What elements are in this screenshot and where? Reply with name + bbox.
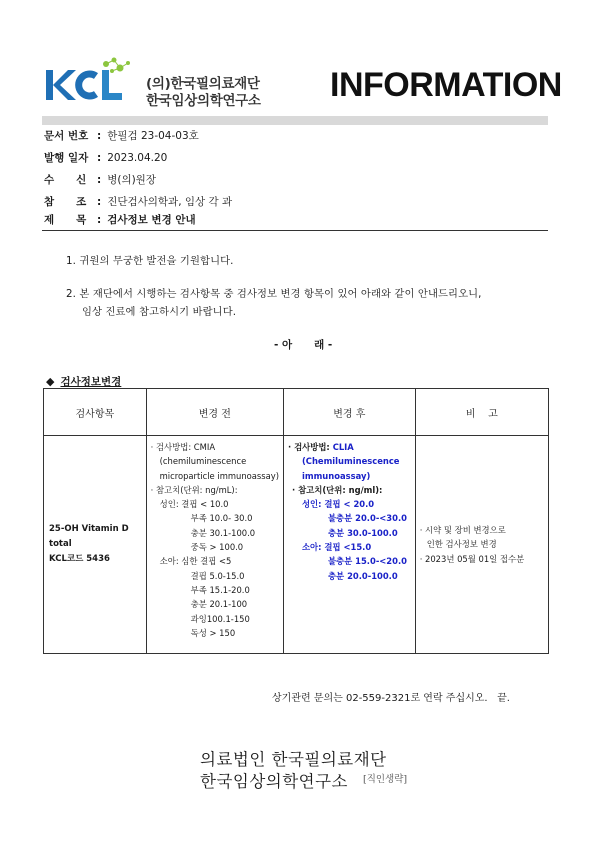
meta-label: 문서 번호 xyxy=(44,130,89,142)
before-line: · 참고치(단위: ng/mL): xyxy=(150,484,238,495)
after-line: immunoassay) xyxy=(301,470,371,481)
header-item: 검사항목 xyxy=(44,389,147,436)
header-after: 변경 후 xyxy=(283,389,415,436)
meta-value: 병(의)원장 xyxy=(107,174,156,186)
after-cell xyxy=(283,436,415,654)
after-line: 충분 20.0-100.0 xyxy=(327,570,398,581)
note-line: · 2023년 05월 01일 접수분 xyxy=(419,553,525,564)
before-line: 충분 30.1-100.0 xyxy=(190,527,256,538)
before-line: 부족 10.0- 30.0 xyxy=(190,513,253,524)
item-cell xyxy=(44,436,147,654)
header-note: 비 고 xyxy=(415,389,548,436)
change-table xyxy=(43,388,549,654)
contact-line: 상기관련 문의는 02-559-2321로 연락 주십시오. 끝. xyxy=(272,693,510,704)
meta-recipient: 수 신 : 병(의)원장 xyxy=(44,174,156,186)
section-title xyxy=(46,374,121,389)
meta-label: 제 목 xyxy=(44,214,87,226)
meta-value: 검사정보 변경 안내 xyxy=(107,214,196,226)
note-line: · 시약 및 장비 변경으로 xyxy=(419,524,506,535)
notice-heading: - 아 래 - xyxy=(274,339,333,351)
meta-value: 2023.04.20 xyxy=(107,152,168,164)
header-before: 변경 전 xyxy=(146,389,283,436)
before-line: 중독 > 100.0 xyxy=(190,542,244,553)
meta-value: 진단검사의학과, 임상 각 과 xyxy=(107,196,233,208)
after-method-value: CLIA xyxy=(332,442,354,452)
meta-reference: 참 조 : 진단검사의학과, 임상 각 과 xyxy=(44,196,233,208)
paragraph-2-line2: 임상 진료에 참고하시기 바랍니다. xyxy=(82,306,237,318)
org-name-line1: (의)한국필의료재단 xyxy=(146,76,260,92)
paragraph-1: 1. 귀원의 무궁한 발전을 기원합니다. xyxy=(66,255,234,267)
after-line: 불충분 15.0-<20.0 xyxy=(327,556,407,567)
after-method xyxy=(288,440,411,454)
signature-line2: 한국임상의학연구소 xyxy=(200,772,348,791)
page-title: INFORMATION xyxy=(330,66,562,104)
meta-issue-date: 발행 일자 : 2023.04.20 xyxy=(44,152,168,164)
seal-omitted-note: [직인생략] xyxy=(363,774,408,785)
before-line: 과잉100.1-150 xyxy=(190,613,250,624)
note-line: 인한 검사정보 변경 xyxy=(426,539,497,550)
meta-label: 발행 일자 xyxy=(44,152,89,164)
after-line: 소아: 결핍 <15.0 xyxy=(301,542,372,553)
before-line: 소아: 심한 결핍 <5 xyxy=(159,556,232,567)
after-line: · 참고치(단위: ng/ml): xyxy=(291,484,383,495)
table-row xyxy=(44,436,549,654)
meta-divider xyxy=(42,230,548,231)
meta-subject: 제 목 : 검사정보 변경 안내 xyxy=(44,214,196,226)
section-title-text: 검사정보변경 xyxy=(60,376,122,388)
before-line: 충분 20.1-100 xyxy=(190,599,248,610)
header-divider-bar xyxy=(42,116,548,125)
org-name-line2: 한국임상의학연구소 xyxy=(146,93,261,109)
diamond-bullet-icon: ◆ xyxy=(46,375,55,388)
before-line: 결핍 5.0-15.0 xyxy=(190,570,245,581)
after-line: (Chemiluminescence xyxy=(301,456,400,467)
before-line: 성인: 결핍 < 10.0 xyxy=(159,499,229,510)
after-line: 충분 30.0-100.0 xyxy=(327,527,398,538)
before-line: 부족 15.1-20.0 xyxy=(190,584,250,595)
meta-value: 한필검 23-04-03호 xyxy=(107,130,199,142)
meta-doc-number: 문서 번호 : 한필검 23-04-03호 xyxy=(44,130,199,142)
after-line: 성인: 결핍 < 20.0 xyxy=(301,499,375,510)
before-line: (chemiluminescence xyxy=(159,456,247,467)
before-line: · 검사방법: CMIA xyxy=(150,442,216,452)
note-cell xyxy=(415,436,548,654)
meta-label: 수 신 xyxy=(44,174,87,186)
kcl-logo xyxy=(44,56,134,106)
after-line: 불충분 20.0-<30.0 xyxy=(327,513,407,524)
before-line: microparticle immunoassay) xyxy=(159,470,279,481)
table-header-row xyxy=(44,389,549,436)
after-method-label: · 검사방법: xyxy=(287,442,330,452)
before-line: 독성 > 150 xyxy=(190,627,236,638)
before-cell xyxy=(146,436,283,654)
item-code: KCL코드 5436 xyxy=(49,554,110,564)
paragraph-2-line1: 2. 본 재단에서 시행하는 검사항목 중 검사정보 변경 항목이 있어 아래와 같이 안내드리오니, xyxy=(66,288,482,300)
signature-line1: 의료법인 한국필의료재단 xyxy=(200,750,387,769)
item-name: 25-OH Vitamin D total xyxy=(49,524,129,549)
meta-label: 참 조 xyxy=(44,196,87,208)
